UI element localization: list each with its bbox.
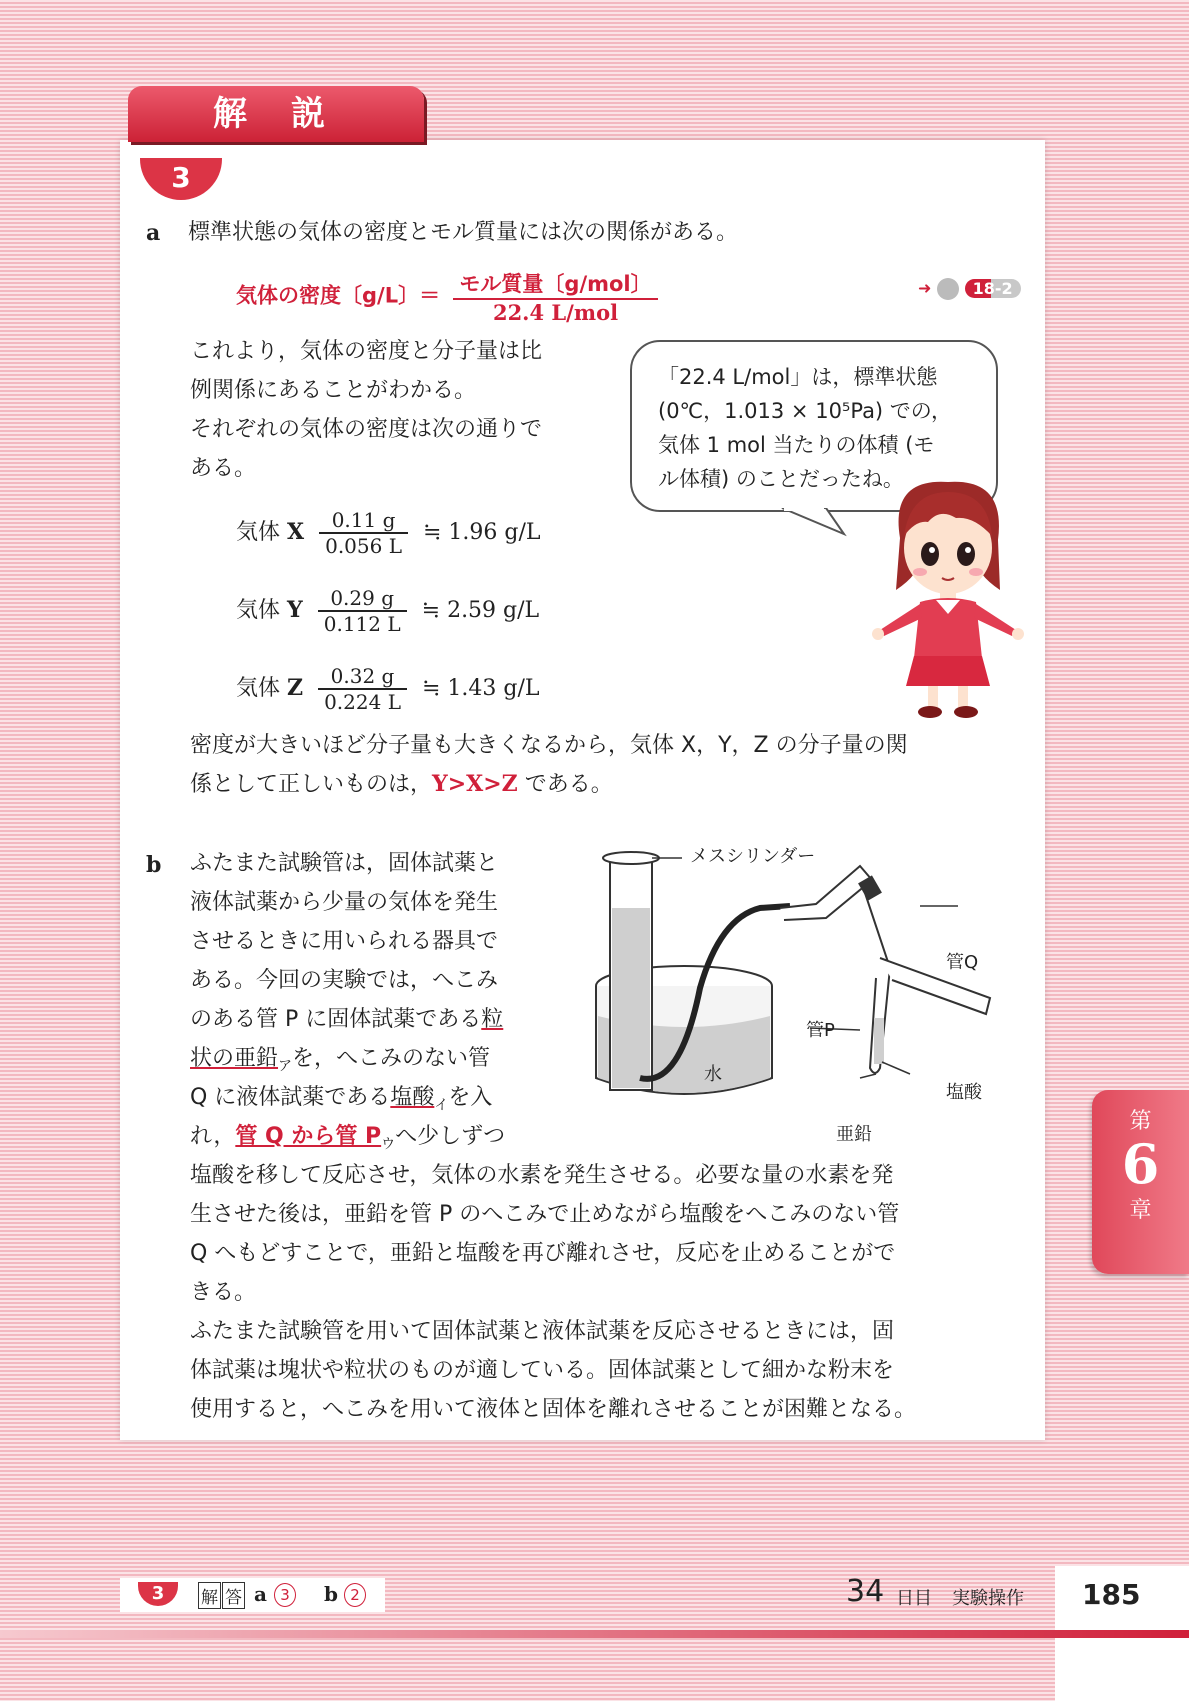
- page-number: 185: [1082, 1578, 1141, 1611]
- gas-mass: 0.29 g: [318, 586, 407, 612]
- gas-name: 気体: [236, 676, 281, 701]
- girl-character-illustration: [870, 478, 1026, 722]
- answer-b-value: 2: [344, 1583, 366, 1607]
- conclusion-line-2: [190, 765, 613, 804]
- day-number: 34: [846, 1574, 885, 1609]
- reference-marker: [918, 278, 1021, 300]
- text-run: のある管 P に固体試薬である: [190, 1007, 482, 1032]
- answer-footer: [120, 1578, 385, 1612]
- bubble-line: 気体 1 mol 当たりの体積 (モ: [658, 433, 935, 457]
- para-line: ふたまた試験管は，固体試薬と: [190, 851, 499, 876]
- question-number-badge: 3: [140, 158, 222, 200]
- chapter-number: 6: [1121, 1132, 1160, 1196]
- para-line: それぞれの気体の密度は次の通りで: [190, 417, 543, 442]
- gas-y-row: [236, 586, 539, 636]
- text-run: へ少しずつ: [395, 1124, 506, 1149]
- gas-name: 気体: [236, 598, 281, 623]
- conclusion-line-1: 密度が大きいほど分子量も大きくなるから，気体 X，Y，Z の分子量の関: [190, 733, 908, 758]
- underlined-term: 状の亜鉛: [190, 1046, 279, 1071]
- section-header: 解説: [128, 86, 424, 142]
- label-tube-q: 管Q: [946, 952, 979, 973]
- answer-b-label: b: [324, 1582, 338, 1606]
- para-line: させるときに用いられる器具で: [190, 929, 499, 954]
- gas-letter: X: [287, 519, 305, 545]
- bubble-tail: [780, 508, 850, 538]
- para-line: 生させた後は，亜鉛を管 P のへこみで止めながら塩酸をへこみのない管: [190, 1202, 900, 1227]
- apparatus-diagram: [580, 848, 1020, 1148]
- para-line: 塩酸を移して反応させ，気体の水素を発生させる。必要な量の水素を発: [190, 1163, 894, 1188]
- gas-density: ≒ 2.59 g/L: [421, 598, 540, 623]
- para-line: 例関係にあることがわかる。: [190, 378, 477, 403]
- gas-mass: 0.11 g: [319, 508, 408, 534]
- para-line: Q へもどすことで，亜鉛と塩酸を再び離れさせ，反応を止めることがで: [190, 1241, 896, 1266]
- text-run: れ，: [190, 1124, 236, 1149]
- formula-lhs: 気体の密度〔g/L〕＝: [236, 283, 441, 308]
- gas-letter: Z: [287, 675, 304, 701]
- density-formula: [236, 268, 658, 325]
- gas-volume: 0.112 L: [323, 612, 401, 636]
- marker-sub: ア: [278, 1058, 293, 1075]
- gas-density: ≒ 1.43 g/L: [421, 676, 540, 701]
- part-a-intro: 標準状態の気体の密度とモル質量には次の関係がある。: [188, 220, 739, 245]
- footer-question-badge: 3: [138, 1582, 178, 1606]
- chapter-tab-bottom: 章: [1129, 1198, 1152, 1223]
- marker-sub: イ: [434, 1097, 449, 1114]
- marker-sub: ウ: [381, 1136, 396, 1153]
- bottom-rule: [0, 1630, 1189, 1638]
- answer-a-value: 3: [274, 1583, 296, 1607]
- gas-z-row: [236, 664, 540, 714]
- text-run: Q に液体試薬である: [190, 1085, 391, 1110]
- conclusion-text: である。: [517, 772, 613, 797]
- text-run: を，へこみのない管: [292, 1046, 491, 1071]
- topic-label: 実験操作: [952, 1588, 1024, 1609]
- para-line: ある。今回の実験では，へこみ: [190, 968, 499, 993]
- label-hydrochloric-acid: 塩酸: [946, 1082, 982, 1103]
- para-line: 液体試薬から少量の気体を発生: [190, 890, 499, 915]
- ref-badge: 18-2: [965, 279, 1021, 298]
- para-line: [190, 1000, 503, 1039]
- answer-label: 答: [222, 1582, 245, 1609]
- para-line: ふたまた試験管を用いて固体試薬と液体試薬を反応させるときには，固: [190, 1319, 895, 1344]
- label-measuring-cylinder: メスシリンダー: [690, 846, 816, 867]
- underlined-term: 粒: [481, 1007, 504, 1032]
- para-line: 使用すると，へこみを用いて液体と固体を離れさせることが困難となる。: [190, 1397, 917, 1422]
- conclusion-text: 係として正しいものは，: [190, 772, 433, 797]
- gas-mass: 0.32 g: [318, 664, 407, 690]
- day-unit: 日目: [896, 1588, 932, 1609]
- gas-letter: Y: [287, 597, 303, 623]
- formula-numerator: モル質量〔g/mol〕: [453, 268, 657, 300]
- gas-x-row: [236, 508, 541, 558]
- para-line: きる。: [190, 1280, 257, 1305]
- part-a-label: a: [146, 220, 161, 246]
- chapter-tab: [1092, 1090, 1189, 1274]
- formula-denominator: 22.4 L/mol: [492, 300, 619, 325]
- gas-volume: 0.224 L: [324, 690, 401, 714]
- para-line: ある。: [190, 456, 257, 481]
- chapter-tab-top: 第: [1129, 1109, 1152, 1134]
- label-water: 水: [704, 1064, 722, 1085]
- answer-order: Y>X>Z: [432, 771, 518, 797]
- arrow-right-icon: ➜: [918, 278, 932, 298]
- bubble-line: 「22.4 L/mol」は，標準状態: [658, 365, 938, 389]
- answer-label: 解: [198, 1582, 221, 1609]
- book-ref-icon: [937, 278, 959, 300]
- bubble-line: (0℃，1.013 × 10⁵Pa) での，: [658, 399, 952, 423]
- gas-density: ≒ 1.96 g/L: [423, 520, 541, 545]
- underlined-term: 塩酸: [390, 1085, 435, 1110]
- para-line: これより，気体の密度と分子量は比: [190, 339, 543, 364]
- answer-a-label: a: [254, 1582, 267, 1606]
- underlined-term: 管 Q から管 P: [235, 1124, 382, 1149]
- bubble-line: ル体積) のことだったね。: [658, 467, 904, 491]
- label-tube-p: 管P: [806, 1020, 835, 1041]
- part-b-label: b: [146, 852, 162, 878]
- gas-volume: 0.056 L: [325, 534, 402, 558]
- label-zinc: 亜鉛: [836, 1124, 872, 1145]
- para-line: 体試薬は塊状や粒状のものが適している。固体試薬として細かな粉末を: [190, 1358, 895, 1383]
- text-run: を入: [448, 1085, 493, 1110]
- gas-name: 気体: [236, 520, 281, 545]
